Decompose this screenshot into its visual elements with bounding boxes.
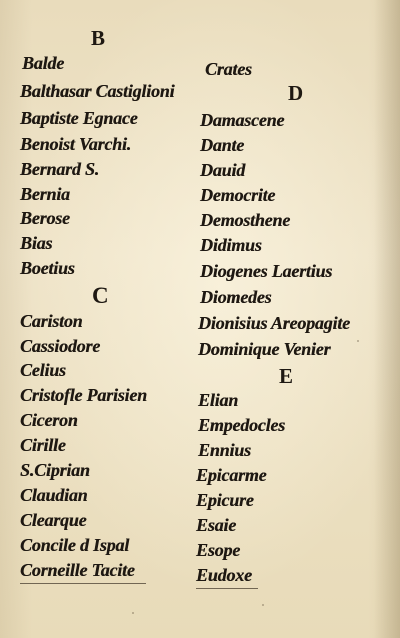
entry-cassiodore: Cassiodore [20, 336, 101, 356]
entry-didimus: Didimus [200, 235, 262, 255]
column-end-rule-right [196, 588, 258, 589]
entry-esaie: Esaie [196, 515, 237, 535]
entry-concile-d-ispal: Concile d Ispal [20, 535, 130, 555]
entry-diomedes: Diomedes [200, 287, 272, 307]
entry-ennius: Ennius [198, 440, 251, 460]
entry-balde: Balde [22, 53, 64, 73]
entry-benoist-varchi: Benoist Varchi. [20, 134, 132, 154]
paper-speck [357, 340, 359, 342]
entry-elian: Elian [198, 390, 239, 410]
section-heading-c: C [92, 283, 109, 308]
entry-corneille-tacite: Corneille Tacite [20, 560, 135, 580]
section-heading-d: D [288, 81, 304, 105]
entry-ciceron: Ciceron [20, 410, 78, 430]
entry-epicarme: Epicarme [196, 465, 267, 485]
entry-bernia: Bernia [20, 184, 70, 204]
entry-cristofle-parisien: Cristofle Parisien [20, 385, 147, 405]
entry-cirille: Cirille [20, 435, 66, 455]
entry-eudoxe: Eudoxe [196, 565, 252, 585]
entry-empedocles: Empedocles [198, 415, 285, 435]
entry-berose: Berose [20, 208, 70, 228]
paper-speck [132, 612, 134, 614]
entry-baptiste-egnace: Baptiste Egnace [20, 108, 138, 128]
entry-claudian: Claudian [20, 485, 88, 505]
entry-damascene: Damascene [200, 110, 285, 130]
entry-clearque: Clearque [20, 510, 87, 530]
paper-speck [262, 604, 264, 606]
entry-dauid: Dauid [200, 160, 246, 180]
entry-boetius: Boetius [20, 258, 75, 278]
entry-bernard-s: Bernard S. [20, 159, 100, 179]
entry-esope: Esope [196, 540, 241, 560]
entry-dionisius-areopagite: Dionisius Areopagite [198, 313, 350, 333]
entry-dominique-venier: Dominique Venier [198, 339, 331, 359]
entry-bias: Bias [20, 233, 53, 253]
entry-cariston: Cariston [20, 311, 83, 331]
entry-celius: Celius [20, 360, 66, 380]
entry-demosthene: Demosthene [200, 210, 290, 230]
column-end-rule-left [20, 583, 146, 584]
entry-epicure: Epicure [196, 490, 254, 510]
page-edge-shadow [374, 0, 400, 638]
entry-crates: Crates [205, 59, 252, 79]
section-heading-e: E [279, 364, 294, 388]
entry-democrite: Democrite [200, 185, 276, 205]
entry-s-ciprian: S.Ciprian [20, 460, 90, 480]
entry-balthasar-castiglioni: Balthasar Castiglioni [20, 81, 175, 101]
entry-dante: Dante [200, 135, 245, 155]
section-heading-b: B [91, 26, 106, 50]
entry-diogenes-laertius: Diogenes Laertius [200, 261, 333, 281]
